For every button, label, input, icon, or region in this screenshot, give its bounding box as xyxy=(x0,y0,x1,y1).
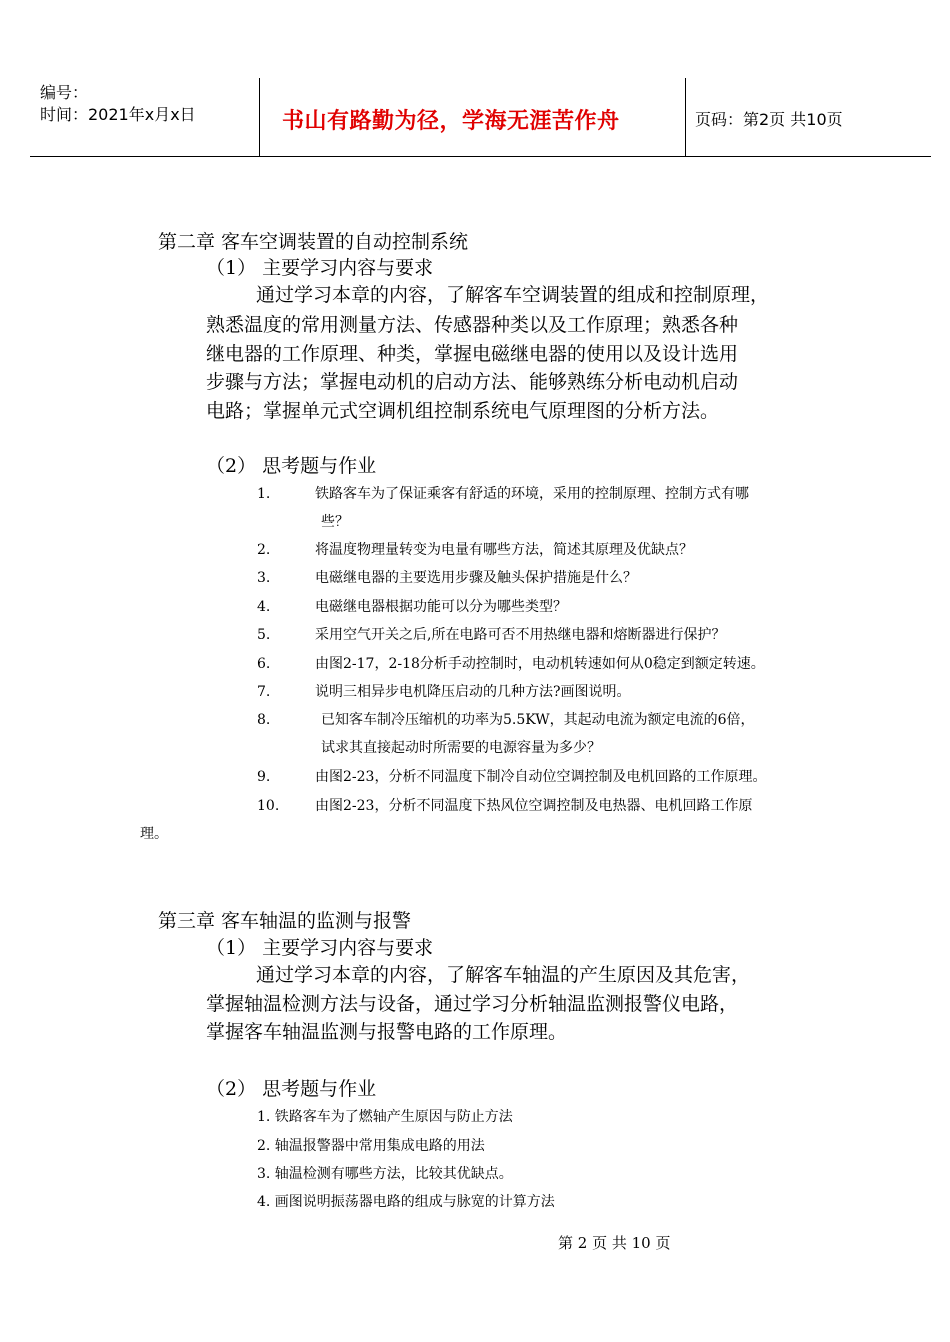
question-number: 9. xyxy=(257,769,271,785)
chapter2-para-line: 继电器的工作原理、种类，掌握电磁继电器的使用以及设计选用 xyxy=(206,343,739,365)
question-text: 将温度物理量转变为电量有哪些方法，简述其原理及优缺点？ xyxy=(315,542,693,558)
motto: 书山有路勤为径，学海无涯苦作舟 xyxy=(282,109,620,134)
question-item xyxy=(257,567,637,587)
question-item xyxy=(257,766,766,786)
number-label: 编号： xyxy=(40,83,89,102)
chapter2-title: 第二章 客车空调装置的自动控制系统 xyxy=(158,231,469,253)
header-divider xyxy=(259,78,260,156)
question-item xyxy=(257,653,765,673)
question-number: 4. xyxy=(257,599,271,615)
question-number: 8. xyxy=(257,712,271,728)
question-item xyxy=(257,483,749,503)
question-number: 5. xyxy=(257,627,271,643)
question-number: 1. xyxy=(257,486,271,502)
question-number: 6. xyxy=(257,656,271,672)
header-divider xyxy=(685,78,686,156)
question-item: 2. 轴温报警器中常用集成电路的用法 xyxy=(257,1138,485,1154)
question-continuation: 些？ xyxy=(321,514,349,530)
question-text: 电磁继电器的主要选用步骤及触头保护措施是什么？ xyxy=(315,570,637,586)
chapter3-title: 第三章 客车轴温的监测与报警 xyxy=(158,910,412,932)
page-code: 页码：第2页 共10页 xyxy=(695,110,843,129)
chapter3-para-line: 通过学习本章的内容，了解客车轴温的产生原因及其危害， xyxy=(256,964,751,986)
time-label: 时间：2021年x月x日 xyxy=(40,105,196,124)
question-text: 采用空气开关之后,所在电路可否不用热继电器和熔断器进行保护？ xyxy=(315,627,726,643)
chapter3-para-line: 掌握轴温检测方法与设备，通过学习分析轴温监测报警仪电路， xyxy=(206,993,739,1015)
chapter2-section1-title: （1） 主要学习内容与要求 xyxy=(206,257,434,279)
chapter2-para-line: 电路；掌握单元式空调机组控制系统电气原理图的分析方法。 xyxy=(206,400,720,422)
question-text: 铁路客车为了保证乘客有舒适的环境，采用的控制原理、控制方式有哪 xyxy=(315,486,749,502)
question-item: 3. 轴温检测有哪些方法，比较其优缺点。 xyxy=(257,1166,513,1182)
question-item: 1. 铁路客车为了燃轴产生原因与防止方法 xyxy=(257,1109,513,1125)
question-item xyxy=(257,539,693,559)
question-continuation: 理。 xyxy=(140,826,168,842)
question-text: 电磁继电器根据功能可以分为哪些类型？ xyxy=(315,599,567,615)
chapter2-para-line: 通过学习本章的内容，了解客车空调装置的组成和控制原理， xyxy=(256,284,770,306)
chapter3-section2-title: （2） 思考题与作业 xyxy=(206,1078,377,1100)
chapter3-para-line: 掌握客车轴温监测与报警电路的工作原理。 xyxy=(206,1021,568,1043)
question-number: 2. xyxy=(257,542,271,558)
question-item xyxy=(257,795,752,815)
question-item: 4. 画图说明振荡器电路的组成与脉宽的计算方法 xyxy=(257,1194,555,1210)
question-item xyxy=(257,596,567,616)
question-text: 已知客车制冷压缩机的功率为5.5KW，其起动电流为额定电流的6倍， xyxy=(321,712,755,728)
question-text: 由图2-23，分析不同温度下热风位空调控制及电热器、电机回路工作原 xyxy=(315,798,753,814)
page-footer: 第 2 页 共 10 页 xyxy=(558,1234,671,1252)
question-text: 说明三相异步电机降压启动的几种方法?画图说明。 xyxy=(315,684,631,700)
chapter3-section1-title: （1） 主要学习内容与要求 xyxy=(206,937,434,959)
question-number: 3. xyxy=(257,570,271,586)
question-item xyxy=(257,681,631,701)
question-continuation: 试求其直接起动时所需要的电源容量为多少？ xyxy=(321,740,601,756)
question-number: 7. xyxy=(257,684,271,700)
question-item xyxy=(257,624,725,644)
chapter2-para-line: 熟悉温度的常用测量方法、传感器种类以及工作原理；熟悉各种 xyxy=(206,314,739,336)
question-text: 由图2-23，分析不同温度下制冷自动位空调控制及电机回路的工作原理。 xyxy=(315,769,767,785)
chapter2-para-line: 步骤与方法；掌握电动机的启动方法、能够熟练分析电动机启动 xyxy=(206,371,739,393)
question-text: 由图2-17，2-18分析手动控制时，电动机转速如何从0稳定到额定转速。 xyxy=(315,656,765,672)
question-number: 10. xyxy=(257,798,280,814)
question-item xyxy=(257,709,755,729)
chapter2-section2-title: （2） 思考题与作业 xyxy=(206,455,377,477)
